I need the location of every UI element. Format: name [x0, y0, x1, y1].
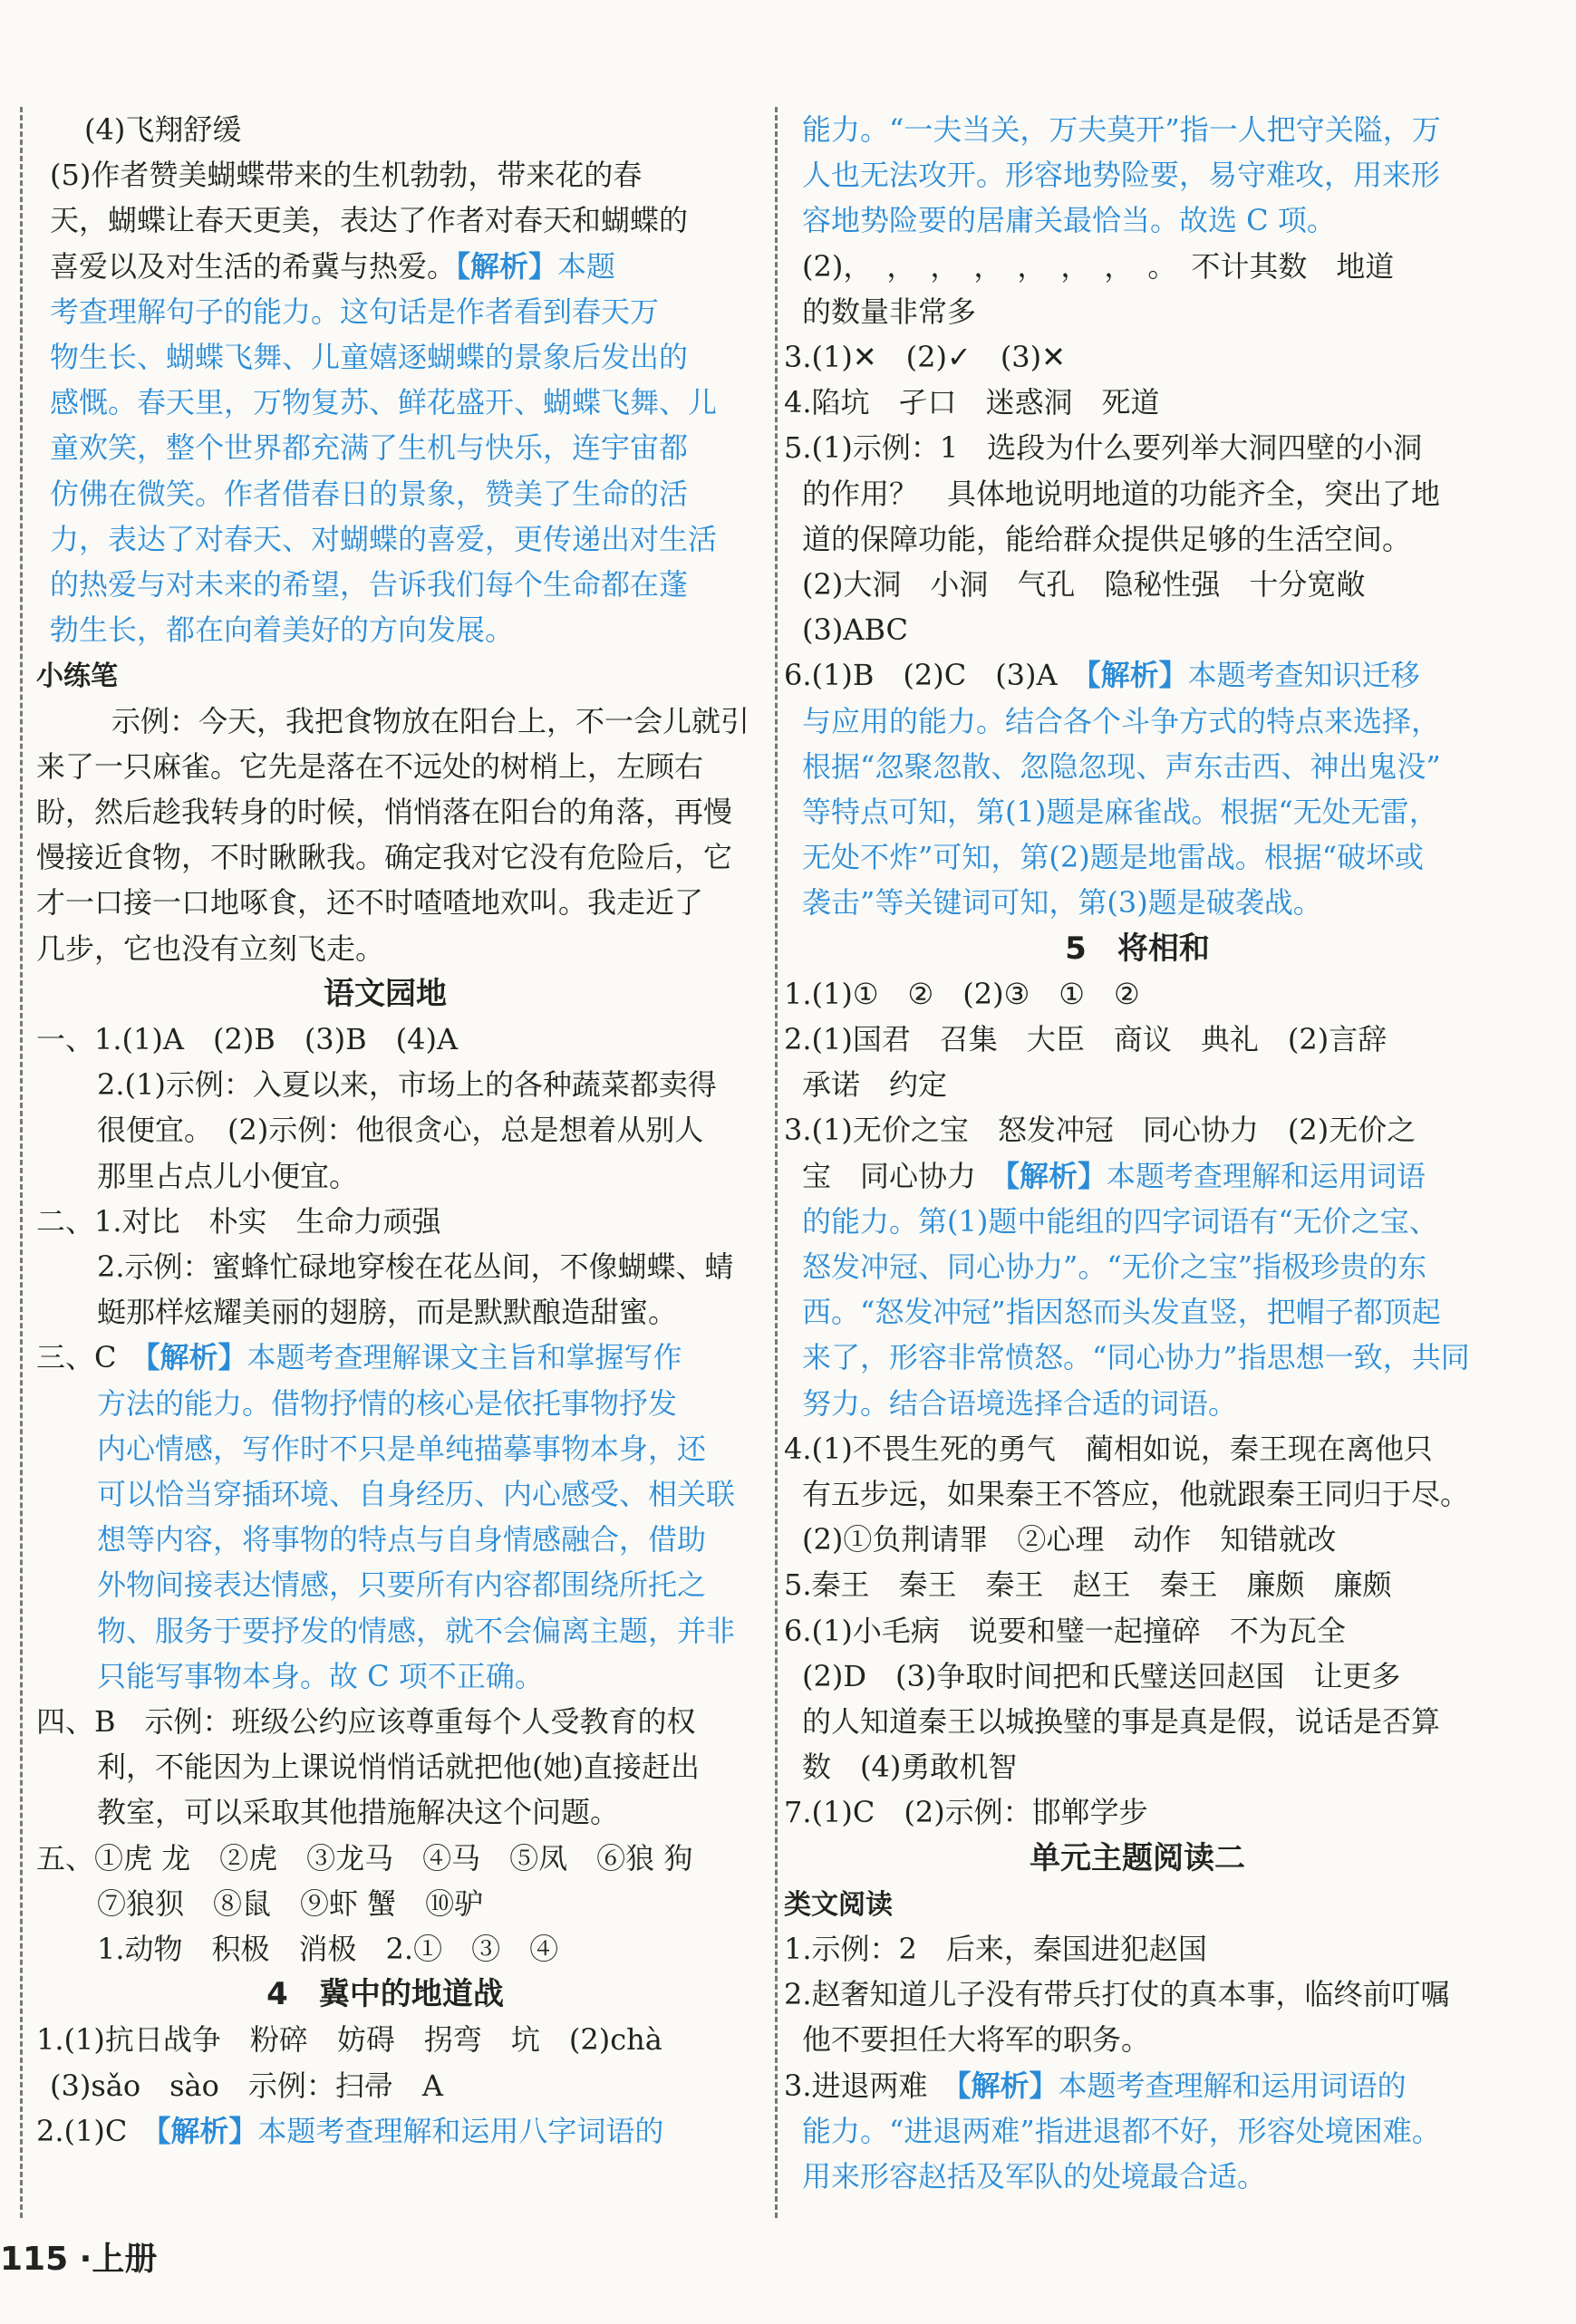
left-text-line — [97, 1426, 706, 1471]
column-divider-left — [20, 107, 23, 2218]
text-span: 本题考查知识迁移 — [1187, 658, 1420, 693]
analysis-tag: 【解析】 — [145, 1340, 247, 1375]
text-span: (3)sǎo sào 示例：扫帚 A — [50, 2068, 443, 2103]
text-span: 4.(1)不畏生死的勇气 蔺相如说，秦王现在离他只 — [784, 1431, 1433, 1466]
right-text-line — [802, 880, 1322, 925]
left-text-line — [97, 1562, 706, 1607]
text-span: 考查理解句子的能力。这句话是作者看到春天万 — [50, 294, 660, 329]
text-span: 教室，可以采取其他措施解决这个问题。 — [97, 1795, 620, 1830]
right-text-line — [802, 744, 1441, 789]
text-span: (3)ABC — [802, 612, 909, 648]
right-text-line — [784, 2063, 1407, 2108]
text-span: (2)， ， ， ， ， ， ， 。 不计其数 地道 — [802, 248, 1395, 284]
right-text-line — [802, 1517, 1336, 1562]
text-span: 本题 — [557, 248, 616, 284]
right-text-line — [784, 1972, 1450, 2017]
right-text-line — [802, 2017, 1150, 2062]
text-span: 本题考查理解和运用八字词语的 — [257, 2113, 664, 2148]
text-span: 蜓那样炫耀美丽的翅膀，而是默默酿造甜蜜。 — [97, 1295, 678, 1330]
text-span: 来了，形容非常愤怒。“同心协力”指思想一致，共同 — [802, 1340, 1470, 1375]
text-span: (2)大洞 小洞 气孔 隐秘性强 十分宽敞 — [802, 567, 1366, 602]
text-span: 能力。“进退两难”指进退都不好，形容处境困难。 — [802, 2113, 1441, 2148]
right-text-line — [802, 198, 1336, 243]
left-text-line — [97, 1926, 558, 1972]
left-text-line — [97, 1107, 703, 1152]
left-text-line — [50, 152, 642, 198]
text-span: 利，不能因为上课说悄悄话就把他(她)直接赶出 — [97, 1750, 700, 1785]
text-span: (5)作者赞美蝴蝶带来的生机勃勃，带来花的春 — [50, 158, 643, 193]
text-span: 4.陷坑 孑口 迷惑洞 死道 — [784, 385, 1160, 420]
right-text-line — [784, 1562, 1392, 1607]
text-span: 很便宜。 (2)示例：他很贪心，总是想着从别人 — [97, 1113, 704, 1148]
right-text-line — [784, 1789, 1148, 1835]
section-heading: 5 将相和 — [1065, 930, 1210, 967]
right-text-line — [802, 1836, 1473, 1881]
text-span: 感慨。春天里，万物复苏、鲜花盛开、蝴蝶飞舞、儿 — [50, 385, 718, 420]
left-text-line — [97, 1289, 677, 1335]
text-span: 2.示例：蜜蜂忙碌地穿梭在花丛间，不像蝴蝶、蜻 — [97, 1249, 734, 1284]
left-text-line — [36, 2017, 662, 2062]
analysis-tag: 【解析】 — [1005, 1158, 1107, 1193]
left-text-line — [36, 1199, 441, 1244]
left-text-line — [36, 652, 118, 698]
left-text-line — [50, 198, 688, 243]
text-span: 容地势险要的居庸关最恰当。故选 C 项。 — [802, 203, 1336, 238]
text-span: 才一口接一口地啄食，还不时喳喳地欢叫。我走近了 — [36, 885, 704, 921]
text-span: 四、B 示例：班级公约应该尊重每个人受教育的权 — [36, 1704, 696, 1739]
left-text-line — [36, 1335, 682, 1380]
text-span: 1.动物 积极 消极 2.① ③ ④ — [97, 1932, 559, 1966]
text-span: 二、1.对比 朴实 生命力顽强 — [36, 1203, 441, 1239]
text-span: (2)①负荆请罪 ②心理 动作 知错就改 — [802, 1522, 1337, 1557]
right-text-line — [802, 562, 1365, 607]
text-span: 三、C — [36, 1340, 146, 1375]
text-span: 5.(1)示例：1 选段为什么要列举大洞四壁的小洞 — [784, 430, 1423, 466]
left-text-line — [111, 699, 749, 744]
right-text-line — [802, 2154, 1266, 2199]
text-span: 宝 同心协力 — [802, 1158, 1006, 1193]
left-text-line — [36, 1017, 458, 1062]
right-text-line — [802, 107, 1441, 152]
text-span: 2.赵奢知道儿子没有带兵打仗的真本事，临终前叮嘱 — [784, 1977, 1450, 2012]
text-span: 童欢笑，整个世界都充满了生机与快乐，连宇宙都 — [50, 430, 689, 466]
right-text-line — [784, 1426, 1433, 1471]
right-text-line — [784, 425, 1422, 470]
left-text-line — [50, 471, 688, 516]
page-number: 115 ·上册 — [0, 2241, 158, 2278]
text-span: 可以恰当穿插环境、自身经历、内心感受、相关联 — [97, 1477, 736, 1511]
text-span: 的人知道秦王以城换璧的事是真是假，说话是否算 — [802, 1704, 1441, 1739]
left-text-line — [97, 1471, 735, 1517]
right-text-line — [802, 516, 1411, 562]
text-span: 西。“怒发冲冠”指因怒而头发直竖，把帽子都顶起 — [802, 1295, 1441, 1330]
text-span: 1.(1)抗日战争 粉碎 妨碍 拐弯 坑 (2)chà — [36, 2022, 662, 2058]
left-text-line — [36, 1836, 692, 1881]
text-span: 几步，它也没有立刻飞走。 — [36, 931, 385, 966]
text-span: ⑦狼狈 ⑧鼠 ⑨虾 蟹 ⑩驴 — [97, 1885, 484, 1921]
left-text-line — [36, 880, 703, 925]
left-text-line — [50, 1972, 720, 2017]
text-span: 内心情感，写作时不只是单纯描摹事物本身，还 — [97, 1431, 707, 1466]
text-span: 7.(1)C (2)示例：邯郸学步 — [784, 1795, 1148, 1830]
left-text-line — [36, 744, 703, 789]
right-text-line — [802, 607, 908, 652]
right-text-line — [802, 289, 976, 334]
right-text-line — [802, 152, 1440, 198]
left-text-line — [50, 380, 717, 425]
right-text-line — [802, 244, 1394, 289]
right-text-line — [784, 971, 1140, 1017]
left-text-line — [97, 1789, 619, 1835]
subsection-heading: 小练笔 — [36, 661, 118, 693]
text-span: 物生长、蝴蝶飞舞、儿童嬉逐蝴蝶的景象后发出的 — [50, 340, 689, 374]
text-span: 本题考查理解和运用词语的 — [1058, 2068, 1407, 2103]
text-span: 勃生长，都在向着美好的方向发展。 — [50, 612, 515, 648]
text-span: 2.(1)C — [36, 2113, 157, 2148]
text-span: 3.(1)无价之宝 怒发冲冠 同心协力 (2)无价之 — [784, 1113, 1416, 1148]
text-span: 用来形容赵括及军队的处境最合适。 — [802, 2159, 1267, 2194]
left-text-line — [36, 789, 732, 834]
left-text-line — [97, 1062, 717, 1107]
left-text-line — [50, 425, 688, 470]
text-span: 人也无法攻开。形容地势险要，易守难攻，用来形 — [802, 158, 1441, 193]
right-text-line — [784, 652, 1420, 698]
text-span: 2.(1)国君 召集 大臣 商议 典礼 (2)言辞 — [784, 1022, 1387, 1056]
left-text-line — [97, 1881, 483, 1926]
analysis-tag: 【解析】 — [156, 2113, 258, 2148]
text-span: 无处不炸”可知，第(2)题是地雷战。根据“破坏或 — [802, 840, 1425, 875]
left-text-line — [50, 516, 717, 562]
left-text-line — [36, 2108, 663, 2154]
text-span: 本题考查理解和运用词语 — [1107, 1158, 1426, 1193]
text-span: 1.示例：2 后来，秦国进犯赵国 — [784, 1932, 1207, 1966]
right-text-line — [784, 1926, 1207, 1972]
left-text-line — [97, 1608, 735, 1654]
text-span: 根据“忽聚忽散、忽隐忽现、声东击西、神出鬼没” — [802, 748, 1441, 784]
right-text-line — [802, 2108, 1441, 2154]
text-span: 本题考查理解课文主旨和掌握写作 — [247, 1340, 682, 1375]
text-span: 只能写事物本身。故 C 项不正确。 — [97, 1658, 544, 1693]
text-span: 方法的能力。借物抒情的核心是依托事物抒发 — [97, 1385, 678, 1421]
text-span: 怒发冲冠、同心协力”。“无价之宝”指极珍贵的东 — [802, 1249, 1427, 1284]
left-text-line — [97, 1654, 544, 1699]
right-text-line — [802, 926, 1473, 971]
text-span: 物、服务于要抒发的情感，就不会偏离主题，并非 — [97, 1613, 736, 1648]
text-span: 努力。结合语境选择合适的词语。 — [802, 1385, 1238, 1421]
text-span: 外物间接表达情感，只要所有内容都围绕所托之 — [97, 1567, 707, 1603]
text-span: 盼，然后趁我转身的时候，悄悄落在阳台的角落，再慢 — [36, 795, 733, 829]
left-text-line — [84, 107, 241, 152]
text-span: 有五步远，如果秦王不答应，他就跟秦王同归于尽。 — [802, 1477, 1470, 1511]
left-text-line — [97, 1153, 358, 1199]
left-text-line — [36, 834, 732, 880]
text-span: 1.(1)① ② (2)③ ① ② — [784, 976, 1140, 1011]
right-text-line — [802, 1153, 1426, 1199]
right-text-line — [784, 334, 1066, 380]
text-span: (4)飞翔舒缓 — [84, 112, 242, 147]
right-text-line — [802, 1244, 1426, 1289]
left-text-line — [50, 334, 688, 380]
text-span: 仿佛在微笑。作者借春日的景象，赞美了生命的活 — [50, 476, 689, 511]
section-heading: 4 冀中的地道战 — [266, 1976, 504, 2013]
right-text-line — [802, 1471, 1469, 1517]
right-text-line — [802, 1654, 1400, 1699]
section-heading: 语文园地 — [324, 975, 447, 1012]
text-span: 3.进退两难 — [784, 2068, 957, 2103]
text-span: 那里占点儿小便宜。 — [97, 1158, 359, 1193]
analysis-tag: 【解析】 — [1086, 658, 1188, 693]
right-text-line — [784, 1107, 1416, 1152]
right-text-line — [802, 1335, 1470, 1380]
left-text-line — [97, 1381, 677, 1426]
text-span: (2)D (3)争取时间把和氏璧送回赵国 让更多 — [802, 1658, 1401, 1693]
right-text-line — [802, 1699, 1440, 1744]
left-text-line — [50, 607, 514, 652]
text-span: 等特点可知，第(1)题是麻雀战。根据“无处无雷， — [802, 795, 1438, 829]
text-span: 承诺 约定 — [802, 1067, 948, 1103]
text-span: 示例：今天，我把食物放在阳台上，不一会儿就引 — [111, 703, 750, 738]
text-span: 力，表达了对春天、对蝴蝶的喜爱，更传递出对生活 — [50, 521, 718, 556]
right-text-line — [802, 1744, 1017, 1789]
text-span: 的热爱与对未来的希望，告诉我们每个生命都在蓬 — [50, 567, 689, 602]
right-text-line — [784, 1017, 1387, 1062]
right-text-line — [784, 380, 1160, 425]
right-text-line — [802, 789, 1438, 834]
right-text-line — [802, 1062, 947, 1107]
text-span: 6.(1)B (2)C (3)A — [784, 658, 1087, 693]
analysis-tag: 【解析】 — [456, 248, 558, 284]
left-text-line — [50, 244, 615, 289]
left-text-line — [50, 562, 688, 607]
text-span: 能力。“一夫当关，万夫莫开”指一人把守关隘，万 — [802, 112, 1441, 147]
column-divider-right — [775, 107, 778, 2218]
left-text-line — [97, 1744, 700, 1789]
section-heading: 单元主题阅读二 — [1030, 1839, 1245, 1876]
text-span: 他不要担任大将军的职务。 — [802, 2022, 1151, 2058]
right-text-line — [802, 1289, 1441, 1335]
text-span: 五、①虎 龙 ②虎 ③龙马 ④马 ⑤凤 ⑥狼 狗 — [36, 1840, 693, 1876]
right-text-line — [784, 1881, 893, 1926]
right-text-line — [802, 471, 1440, 516]
text-span: 数 (4)勇敢机智 — [802, 1750, 1018, 1785]
text-span: 5.秦王 秦王 秦王 赵王 秦王 廉颇 廉颇 — [784, 1567, 1392, 1603]
text-span: 袭击”等关键词可知，第(3)题是破袭战。 — [802, 885, 1322, 921]
text-span: 想等内容，将事物的特点与自身情感融合，借助 — [97, 1522, 707, 1557]
text-span: 天，蝴蝶让春天更美，表达了作者对春天和蝴蝶的 — [50, 203, 689, 238]
text-span: 慢接近食物，不时瞅瞅我。确定我对它没有危险后，它 — [36, 840, 733, 875]
text-span: 道的保障功能，能给群众提供足够的生活空间。 — [802, 521, 1412, 556]
left-text-line — [50, 2063, 443, 2108]
text-span: 的作用？ 具体地说明地道的功能齐全，突出了地 — [802, 476, 1441, 511]
right-text-line — [802, 834, 1424, 880]
left-text-line — [97, 1517, 706, 1562]
text-span: 来了一只麻雀。它先是落在不远处的树梢上，左顾右 — [36, 748, 704, 784]
text-span: 2.(1)示例：入夏以来，市场上的各种蔬菜都卖得 — [97, 1067, 717, 1103]
left-text-line — [36, 926, 384, 971]
right-text-line — [802, 1381, 1237, 1426]
right-text-line — [802, 1199, 1438, 1244]
right-text-line — [784, 1608, 1346, 1654]
text-span: 3.(1)✕ (2)✓ (3)✕ — [784, 340, 1066, 374]
text-span: 的数量非常多 — [802, 294, 977, 329]
subsection-heading: 类文阅读 — [784, 1888, 893, 1921]
analysis-tag: 【解析】 — [956, 2068, 1059, 2103]
text-span: 与应用的能力。结合各个斗争方式的特点来选择， — [802, 703, 1441, 738]
text-span: 6.(1)小毛病 说要和璧一起撞碎 不为瓦全 — [784, 1613, 1346, 1648]
text-span: 的能力。第(1)题中能组的四字词语有“无价之宝、 — [802, 1203, 1438, 1239]
text-span: 一、1.(1)A (2)B (3)B (4)A — [36, 1022, 459, 1056]
left-text-line — [97, 1244, 734, 1289]
left-text-line — [50, 971, 720, 1017]
text-span: 喜爱以及对生活的希冀与热爱。 — [50, 248, 457, 284]
left-text-line — [36, 1699, 696, 1744]
left-text-line — [50, 289, 659, 334]
right-text-line — [802, 699, 1440, 744]
